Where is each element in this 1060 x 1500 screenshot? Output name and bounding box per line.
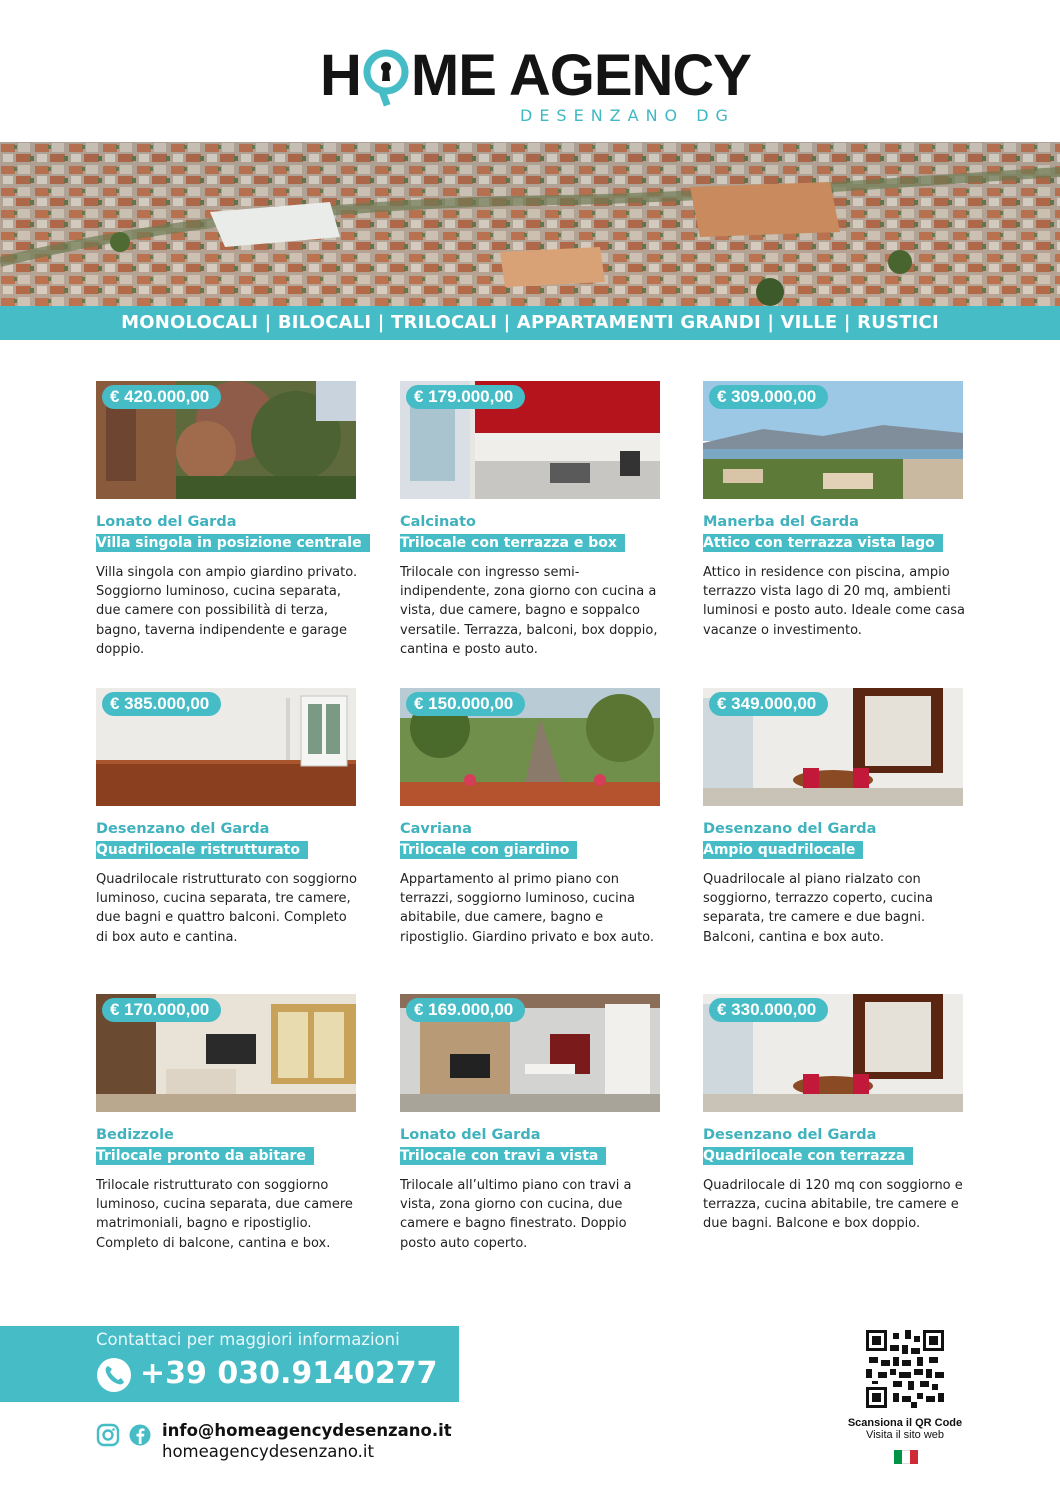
listing-title: Trilocale con terrazza e box [400, 534, 625, 552]
listing-card[interactable] [400, 688, 662, 947]
listing-town: Lonato del Garda [400, 1127, 541, 1143]
facebook-icon [130, 1425, 151, 1446]
qr-sublabel: Visita il sito web [865, 1429, 945, 1441]
logo-wordmark-rest: ME AGENCY [410, 43, 751, 108]
listing-photo[interactable] [703, 688, 963, 806]
listing-title: Quadrilocale con terrazza [703, 1147, 913, 1165]
listing-photo[interactable] [703, 994, 963, 1112]
listing-town: Manerba del Garda [703, 514, 859, 530]
listing-town: Calcinato [400, 514, 476, 530]
flag-stripe-green [894, 1450, 902, 1464]
logo-subtitle: DESENZANO DG [520, 106, 735, 125]
italian-flag-icon [894, 1450, 918, 1464]
property-types-banner: MONOLOCALI | BILOCALI | TRILOCALI | APPARTAMENTI GRANDI | VILLE | RUSTICI [0, 306, 1060, 340]
logo-wordmark [320, 44, 750, 108]
listing-description: Trilocale all’ultimo piano con travi a vista, zona giorno con cucina, due camere e bagno finestrato. Doppio posto auto coperto. [400, 1178, 632, 1251]
listing-photo[interactable] [400, 688, 660, 806]
listing-card[interactable] [400, 994, 662, 1253]
listing-photo[interactable] [400, 994, 660, 1112]
listing-description: Quadrilocale al piano rialzato con soggiorno, terrazzo coperto, cucina separata, tre camere e due bagni. Balconi, cantina e box auto. [703, 872, 933, 945]
listing-photo[interactable] [96, 688, 356, 806]
price-badge: € 420.000,00 [102, 385, 221, 409]
price-badge: € 179.000,00 [406, 385, 525, 409]
listing-card[interactable] [703, 994, 965, 1234]
contact-label: Contattaci per maggiori informazioni [96, 1330, 400, 1349]
listing-description: Villa singola con ampio giardino privato. Soggiorno luminoso, cucina separata, due camere con possibilità di terza, bagno, taverna indipendente e garage doppio. [96, 565, 358, 657]
flag-stripe-white [902, 1450, 910, 1464]
price-badge: € 150.000,00 [406, 692, 525, 716]
listing-title: Trilocale con giardino [400, 841, 577, 859]
listing-description: Trilocale con ingresso semi-indipendente, zona giorno con cucina a vista, due camere, bagno e soppalco versatile. Terrazza, balconi, box doppio, cantina e posto auto. [400, 565, 658, 657]
listing-description: Attico in residence con piscina, ampio terrazzo vista lago di 20 mq, ambienti luminosi e posto auto. Ideale come casa vacanze o investimento. [703, 565, 965, 638]
phone-icon [96, 1357, 132, 1393]
price-badge: € 309.000,00 [709, 385, 828, 409]
social-icons [96, 1423, 156, 1447]
listing-photo[interactable] [96, 994, 356, 1112]
listing-title: Trilocale con travi a vista [400, 1147, 606, 1165]
listing-card[interactable] [96, 994, 358, 1253]
listing-title: Trilocale pronto da abitare [96, 1147, 314, 1165]
price-badge: € 169.000,00 [406, 998, 525, 1022]
listing-town: Desenzano del Garda [703, 1127, 877, 1143]
flag-stripe-red [910, 1450, 918, 1464]
brand-logo [0, 44, 1060, 136]
listing-card[interactable] [96, 381, 362, 659]
listing-photo[interactable] [400, 381, 660, 499]
website-link[interactable]: homeagencydesenzano.it [162, 1442, 374, 1461]
listing-title: Villa singola in posizione centrale [96, 534, 370, 552]
keyhole-magnifier-icon [361, 44, 411, 108]
listing-card[interactable] [400, 381, 662, 659]
listing-title: Quadrilocale ristrutturato [96, 841, 308, 859]
logo-letter-h: H [320, 43, 361, 108]
listing-town: Desenzano del Garda [703, 821, 877, 837]
listing-card[interactable] [96, 688, 358, 947]
price-badge: € 385.000,00 [102, 692, 221, 716]
listing-card[interactable] [703, 381, 965, 640]
qr-code[interactable] [866, 1330, 944, 1408]
listing-card[interactable] [703, 688, 965, 947]
price-badge: € 170.000,00 [102, 998, 221, 1022]
listing-title: Ampio quadrilocale [703, 841, 863, 859]
listing-title: Attico con terrazza vista lago [703, 534, 943, 552]
email-link[interactable]: info@homeagencydesenzano.it [162, 1421, 452, 1440]
listing-description: Quadrilocale ristrutturato con soggiorno luminoso, cucina separata, tre camere, due bagni e quattro balconi. Completo di box auto e cantina. [96, 872, 357, 945]
price-badge: € 330.000,00 [709, 998, 828, 1022]
instagram-icon [98, 1425, 118, 1445]
phone-number[interactable]: +39 030.9140277 [140, 1356, 438, 1391]
listing-town: Cavriana [400, 821, 472, 837]
listing-description: Appartamento al primo piano con terrazzi, soggiorno luminoso, cucina abitabile, due camere, bagno e ripostiglio. Giardino privato e box auto. [400, 872, 655, 945]
listing-town: Bedizzole [96, 1127, 174, 1143]
listing-description: Trilocale ristrutturato con soggiorno luminoso, cucina separata, due camere matrimoniali, bagno e ripostiglio. Completo di balcone, cantina e box. [96, 1178, 353, 1251]
listing-photo[interactable] [96, 381, 356, 499]
price-badge: € 349.000,00 [709, 692, 828, 716]
listing-description: Quadrilocale di 120 mq con soggiorno e terrazza, cucina abitabile, tre camere e due bagni. Balcone e box doppio. [703, 1178, 963, 1232]
listing-town: Lonato del Garda [96, 514, 237, 530]
qr-label: Scansiona il QR Code [847, 1417, 963, 1429]
listing-town: Desenzano del Garda [96, 821, 270, 837]
listing-photo[interactable] [703, 381, 963, 499]
contact-box [0, 1326, 459, 1402]
hero-aerial-photo [0, 142, 1060, 306]
